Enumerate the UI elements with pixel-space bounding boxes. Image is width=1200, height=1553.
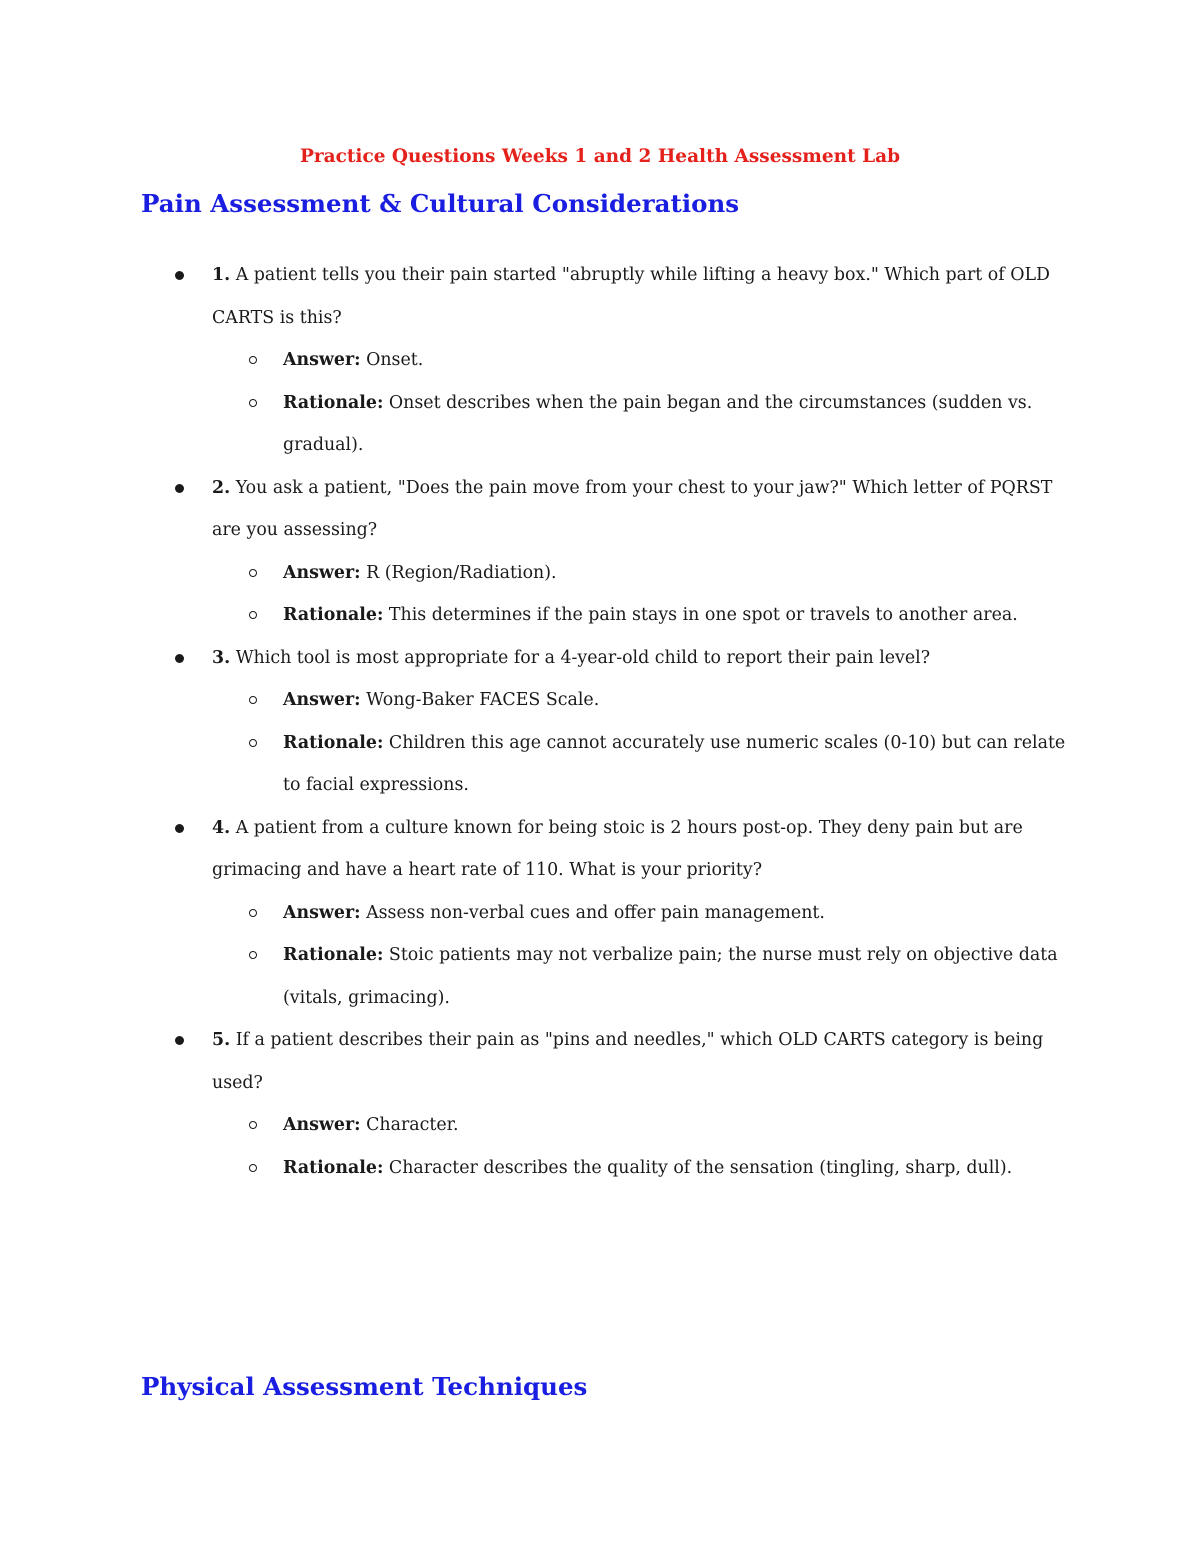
rationale-label: Rationale: [283,605,384,625]
question-item [0,254,1062,467]
question-item [0,467,1062,637]
rationale-text: Onset describes when the pain began and the circumstances (sudden vs. gradual). [283,392,1033,455]
answer-text: R (Region/Radiation). [366,562,557,583]
circle-bullet-icon [249,1164,257,1172]
circle-bullet-icon [249,611,257,619]
rationale-label: Rationale: [283,392,384,413]
section-heading-physical-assessment: Physical Assessment Techniques [141,1372,588,1401]
rationale-text: Stoic patients may not verbalize pain; the nurse must rely on objective data (vitals, grimacing). [283,945,1058,1008]
answer-item [0,679,1073,722]
rationale-item [0,594,1073,637]
question-text: You ask a patient, "Does the pain move from your chest to your jaw?" Which letter of PQRST are you assessing? [212,477,1053,540]
question-item [0,807,1062,1020]
rationale-item [0,934,1073,1019]
rationale-label: Rationale: [283,732,384,753]
question-text: A patient tells you their pain started "abruptly while lifting a heavy box." Which part of OLD CARTS is this? [212,265,1050,328]
rationale-text: Children this age cannot accurately use numeric scales (0-10) but can relate to facial expressions. [283,732,1066,795]
bullet-icon [175,654,184,663]
circle-bullet-icon [249,569,257,577]
page-title: Practice Questions Weeks 1 and 2 Health Assessment Lab [299,146,901,167]
question-item [0,637,1066,807]
circle-bullet-icon [249,951,257,959]
bullet-icon [175,271,184,280]
answer-text: Assess non-verbal cues and offer pain management. [366,902,825,923]
circle-bullet-icon [249,399,257,407]
question-number: 3. [212,647,231,668]
bullet-icon [175,1036,184,1045]
answer-text: Onset. [366,350,424,370]
question-text: A patient from a culture known for being stoic is 2 hours post-op. They deny pain but are grimacing and have a heart rate of 110. What is your priority? [212,817,1023,880]
rationale-label: Rationale: [283,945,384,965]
answer-item [0,339,1073,382]
question-number: 4. [212,817,231,838]
answer-label: Answer: [283,690,361,710]
question-number: 1. [212,265,231,285]
circle-bullet-icon [249,356,257,364]
question-number: 2. [212,477,231,498]
answer-list [212,892,1062,1020]
answer-item [0,892,1073,935]
answer-label: Answer: [283,562,361,583]
question-text: Which tool is most appropriate for a 4-year-old child to report their pain level? [235,647,931,668]
circle-bullet-icon [249,739,257,747]
question-list [0,254,1200,1189]
rationale-text: Character describes the quality of the sensation (tingling, sharp, dull). [388,1157,1013,1178]
circle-bullet-icon [249,909,257,917]
answer-label: Answer: [283,350,361,370]
answer-list [212,679,1066,807]
circle-bullet-icon [249,696,257,704]
question-text: If a patient describes their pain as "pins and needles," which OLD CARTS category is being used? [212,1030,1044,1093]
answer-list [212,552,1062,637]
rationale-item [0,1147,1073,1190]
section-heading-pain-assessment: Pain Assessment & Cultural Considerations [141,189,740,218]
answer-item [0,552,1073,595]
bullet-icon [175,824,184,833]
answer-label: Answer: [283,902,361,923]
answer-list [212,1104,1062,1189]
circle-bullet-icon [249,1121,257,1129]
question-item [0,1019,1062,1189]
rationale-label: Rationale: [283,1157,384,1178]
answer-item [0,1104,1073,1147]
answer-text: Wong-Baker FACES Scale. [366,690,600,710]
rationale-text: This determines if the pain stays in one spot or travels to another area. [388,605,1018,625]
answer-list [212,339,1062,467]
bullet-icon [175,484,184,493]
answer-label: Answer: [283,1115,361,1135]
question-number: 5. [212,1030,231,1050]
rationale-item [0,382,1073,467]
rationale-item [0,722,1073,807]
answer-text: Character. [366,1115,459,1135]
